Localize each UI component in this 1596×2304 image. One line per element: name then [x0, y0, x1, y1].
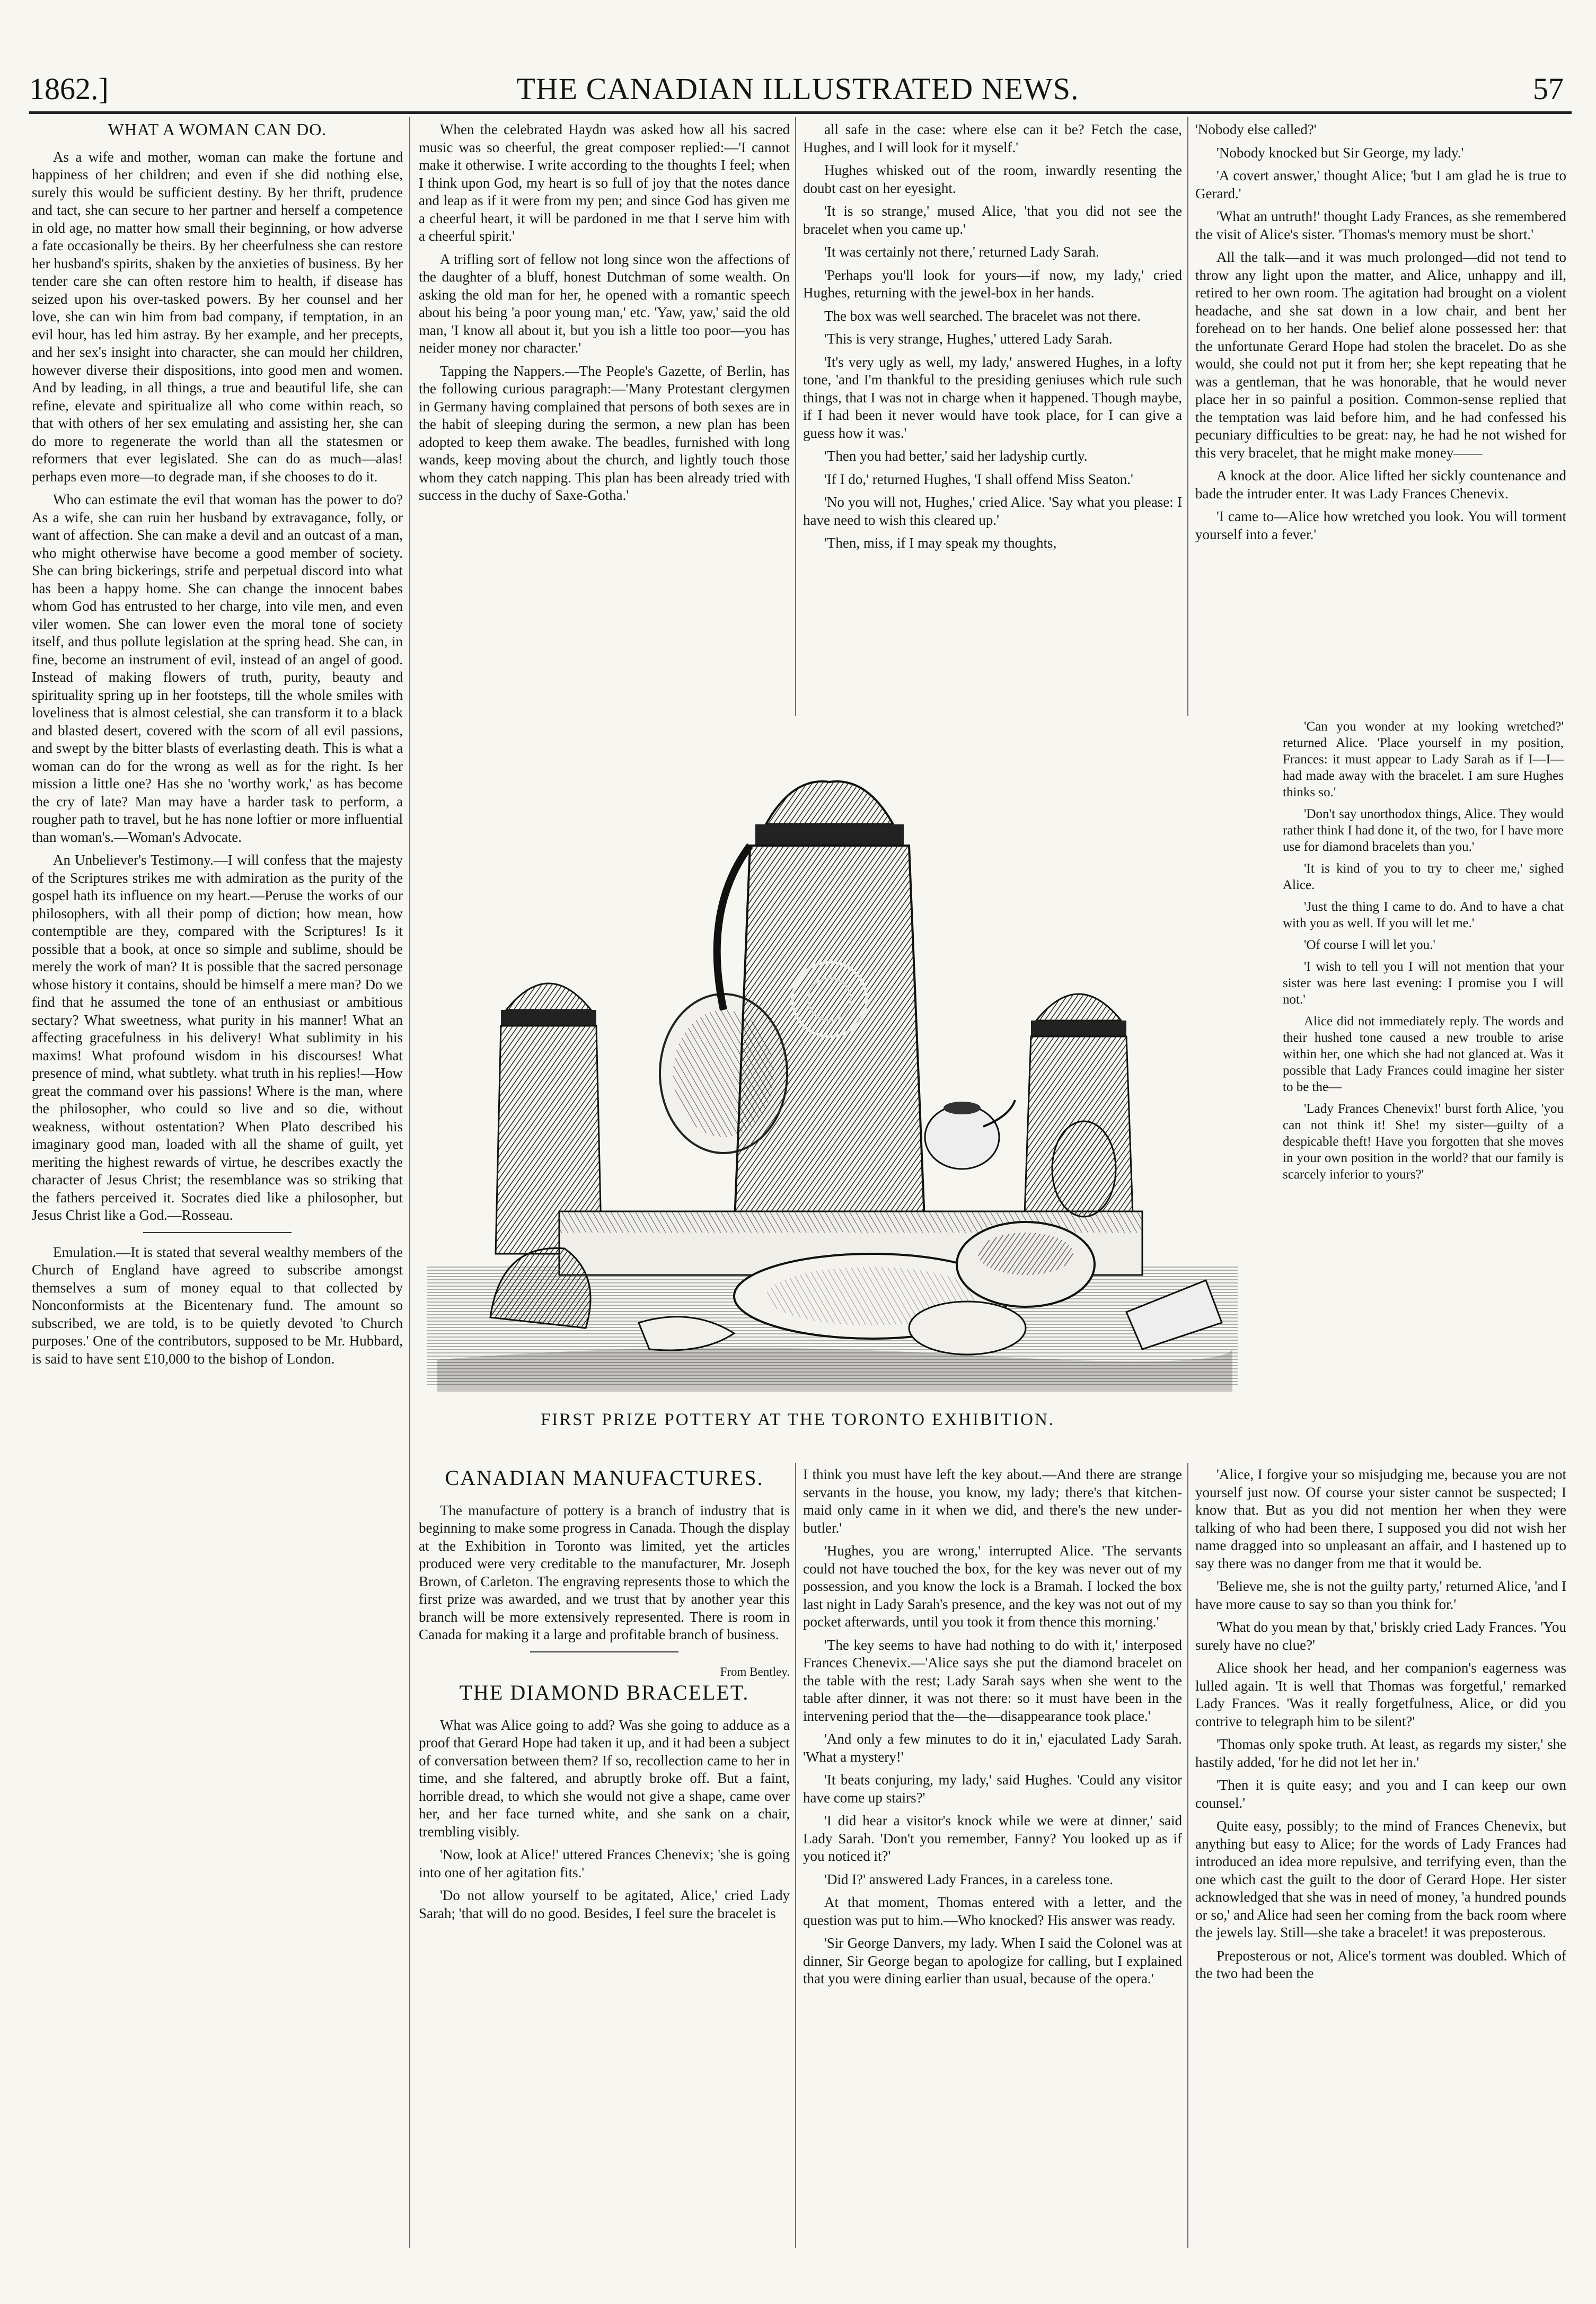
paragraph: 'Nobody else called?' [1195, 121, 1317, 137]
paragraph: 'Then it is quite easy; and you and I can keep our own counsel.' [1195, 1777, 1566, 1811]
paragraph: 'Don't say unorthodox things, Alice. They would rather think I had done it, of the two, for I have more use for diamond bracelets than you.' [1283, 807, 1564, 854]
column-divider [409, 117, 410, 2248]
paragraph: 'Did I?' answered Lady Frances, in a careless tone. [824, 1871, 1114, 1887]
paragraph: When the celebrated Haydn was asked how all his sacred music was so cheerful, the great composer replied:—'I cannot make it otherwise. I write according to the thoughts I feel; when I think upon God, my heart is so full of joy that the notes dance and leap as if it were from my pen; and since God has given me a cheerful heart, it will be pardoned in me that I serve him with a cheerful spirit.' [419, 121, 790, 244]
paragraph: 'Nobody knocked but Sir George, my lady.' [1216, 144, 1464, 161]
paragraph: 'It's very ugly as well, my lady,' answered Hughes, in a lofty tone, 'and I'm thankful to the presiding geniuses which rule such things, that I was not in charge when it happened. Though maybe, if I had been it never would have took place, for I can give a guess how it was.' [803, 354, 1182, 441]
paragraph: As a wife and mother, woman can make the fortune and happiness of her children; and even if she did nothing else, surely this would be sufficient destiny. By her thrift, prudence and tact, she can secure to her partner and herself a competence in old age, no matter how small their beginning, or how adverse a fate occasionally be theirs. By her cheerfulness she can restore her husband's spirits, shaken by the anxieties of business. By her tender care she can often restore him to health, if disease has seized upon his over-tasked powers. By her counsel and her love, she can win him from bad company, if temptation, in an evil hour, has led him astray. By her example, and her precepts, and her sex's insight into character, she can mould her children, however diverse their dispositions, into good men and women. And by leading, in all things, a true and beautiful life, she can refine, elevate and spiritualize all who come within reach, so that with others of her sex emulating and assisting her, she can do more to regenerate the world than all the statesmen or reformers that ever legislated. She can do as much—alas! perhaps even more—to degrade man, if she chooses to do it. [32, 148, 403, 485]
paragraph: 'No you will not, Hughes,' cried Alice. 'Say what you please: I have need to wish this cleared up.' [803, 494, 1182, 528]
paragraph: 'Hughes, you are wrong,' interrupted Alice. 'The servants could not have touched the box, for the key was never out of my possession, and you know the lock is a Bramah. I locked the box last night in Lady Sarah's presence, and the key was not out of my pocket afterwards, until you took it from thence this morning.' [803, 1543, 1182, 1630]
header-year: 1862.] [29, 72, 109, 106]
paragraph: A trifling sort of fellow not long since won the affections of the daughter of a bluff, honest Dutchman of some wealth. On asking the old man for her, he opened with a romantic speech about his being 'a poor young man,' etc. 'Yaw, yaw,' said the old man, 'I know all about it, but you ish a little too poor—you has neider money nor character.' [419, 251, 790, 356]
paragraph: Alice did not immediately reply. The words and their hushed tone caused a new trouble to arise within her, one which she had not glanced at. Was it possible that Lady Frances could imagine her sister to be the— [1283, 1014, 1564, 1094]
paragraph: 'It is so strange,' mused Alice, 'that you did not see the bracelet when you came up.' [803, 203, 1182, 237]
header-rule [29, 111, 1572, 114]
paragraph: 'Of course I will let you.' [1304, 938, 1435, 952]
article-title: CANADIAN MANUFACTURES. [445, 1466, 764, 1490]
column-4-bottom [1195, 1466, 1566, 2245]
paragraph: Hughes whisked out of the room, inwardly resenting the doubt cast on her eyesight. [803, 162, 1182, 196]
paragraph: 'It is kind of you to try to cheer me,' sighed Alice. [1283, 861, 1564, 892]
paragraph: I think you must have left the key about.—And there are strange servants in the house, you know, my lady; there's that kitchen-maid only came in it when we did, and there's the new under-butler.' [803, 1466, 1182, 1536]
paragraph: 'Believe me, she is not the guilty party,' returned Alice, 'and I have more cause to say so than you think for.' [1195, 1578, 1566, 1612]
paragraph: What was Alice going to add? Was she going to adduce as a proof that Gerard Hope had taken it up, and it had been a subject of conversation between them? If so, recollection came to her in time, and she faltered, and abruptly broke off. But a faint, horrible dread, to which she would not give a shape, came over her, and her face turned white, and she sank on a chair, trembling visibly. [419, 1717, 790, 1840]
paragraph: 'Do not allow yourself to be agitated, Alice,' cried Lady Sarah; 'that will do no good. Besides, I feel sure the bracelet is [419, 1887, 790, 1921]
paragraph: 'I came to—Alice how wretched you look. You will torment yourself into a fever.' [1195, 508, 1566, 542]
paragraph: 'This is very strange, Hughes,' uttered Lady Sarah. [824, 331, 1113, 347]
column-3-top [803, 121, 1182, 715]
story-title: THE DIAMOND BRACELET. [459, 1681, 749, 1704]
paragraph: all safe in the case: where else can it be? Fetch the case, Hughes, and I will look for it myself.' [803, 121, 1182, 155]
column-divider [1187, 1463, 1188, 2248]
paragraph: 'Can you wonder at my looking wretched?' returned Alice. 'Place yourself in my position, Frances: it must appear to Lady Sarah as if I—I—had made away with the bracelet. I am sure Hughes thinks so.' [1283, 719, 1564, 799]
paragraph: An Unbeliever's Testimony.—I will confess that the majesty of the Scriptures strikes me with admiration as the purity of the gospel hath its influence on my heart.—Peruse the works of our philosophers, with all their pomp of diction; how mean, how contemptible are they, compared with the Scriptures! Is it possible that a book, at once so simple and sublime, should be merely the work of man? It is possible that the sacred personage whose history it contains, should be himself a mere man? Do we find that he assumed the tone of an enthusiast or ambitious sectary? What sweetness, what purity in his manner! What an affecting gracefulness in his delivery! What sublimity in his maxims! What profound wisdom in his discourses! What presence of mind, what subtlety. what truth in his replies!—How great the command over his passions! Where is the man, where the philosopher, who could so live and so die, without weakness, without ostentation? When Plato described his imaginary good man, loaded with all the shame of guilt, yet meriting the highest rewards of virtue, he describes exactly the character of Jesus Christ; the resemblance was so striking that the fathers perceived it. Socrates died like a philosopher, but Jesus Christ like a God.—Rosseau. [32, 852, 403, 1223]
column-1 [32, 121, 403, 2252]
paragraph: 'It beats conjuring, my lady,' said Hughes. 'Could any visitor have come up stairs?' [803, 1772, 1182, 1806]
column-3-bottom [803, 1466, 1182, 2245]
paragraph: 'I wish to tell you I will not mention that your sister was here last evening: I promise you I will not.' [1283, 960, 1564, 1007]
paragraph: 'Thomas only spoke truth. At least, as regards my sister,' she hastily added, 'for he did not let her in.' [1195, 1736, 1566, 1770]
story-source: From Bentley. [720, 1665, 790, 1678]
paragraph: Quite easy, possibly; to the mind of Frances Chenevix, but anything but easy to Alice; for the words of Lady Frances had introduced an idea more repulsive, and terrifying even, than the one which cast the guilt to the door of Gerard Hope. Her sister acknowledged that she was in need of money, 'a hundred pounds or so,' and Alice had seen her coming from the back room where the jewels lay. Still—she take a bracelet! it was preposterous. [1195, 1818, 1566, 1940]
engraving-caption: FIRST PRIZE POTTERY AT THE TORONTO EXHIBITION. [540, 1410, 1055, 1429]
paragraph: The manufacture of pottery is a branch of industry that is beginning to make some progress in Canada. Though the display at the Exhibition in Toronto was limited, yet the articles produced were very creditable to the manufacturer, Mr. Joseph Brown, of Carleton. The engraving represents those to which the first prize was awarded, and we trust that by another year this branch will be more extensively represented. There is room in Canada for making it a large and profitable branch of business. [419, 1502, 790, 1642]
paragraph: 'And only a few minutes to do it in,' ejaculated Lady Sarah. 'What a mystery!' [803, 1731, 1182, 1765]
paragraph: 'Perhaps you'll look for yours—if now, my lady,' cried Hughes, returning with the jewel-box in her hands. [803, 267, 1182, 301]
header-title: THE CANADIAN ILLUSTRATED NEWS. [516, 72, 1079, 106]
paragraph: Tapping the Nappers.—The People's Gazette, of Berlin, has the following curious paragraph:—'Many Protestant clergymen in Germany having complained that persons of both sexes are in the habit of sleeping during the sermon, a new plan has been adopted to keep them awake. The beadles, furnished with long wands, keep moving about the church, and lightly touch those whom they catch napping. This plan has been already tried with success in the duchy of Saxe-Gotha.' [419, 363, 790, 503]
paragraph: 'Then, miss, if I may speak my thoughts, [824, 535, 1057, 551]
column-divider [795, 117, 796, 716]
paragraph: 'What an untruth!' thought Lady Frances, as she remembered the visit of Alice's sister. 'Thomas's memory must be short.' [1195, 208, 1566, 242]
paragraph: 'Lady Frances Chenevix!' burst forth Alice, 'you can not think it! She! my sister—guilty of a despicable theft! Have you forgotten that she moves in your own position in the world? that our family is scarcely inferior to yours?' [1283, 1102, 1564, 1182]
column-2-top [419, 121, 790, 715]
paragraph: 'Alice, I forgive your so misjudging me, because you are not yourself just now. Of course your sister cannot be suspected; I know that. But as you did not mention her when they were talking of who had been there, I supposed you did not wish her name dragged into so unpleasant an affair, and I hastened up to say there was no danger from me that it would be. [1195, 1466, 1566, 1571]
paragraph: 'I did hear a visitor's knock while we were at dinner,' said Lady Sarah. 'Don't you remember, Fanny? You looked up as if you noticed it?' [803, 1813, 1182, 1864]
paragraph: 'A covert answer,' thought Alice; 'but I am glad he is true to Gerard.' [1195, 168, 1566, 201]
paragraph: 'It was certainly not there,' returned Lady Sarah. [824, 244, 1099, 260]
paragraph: Preposterous or not, Alice's torment was doubled. Which of the two had been the [1195, 1947, 1566, 1981]
column-divider [795, 1463, 796, 2248]
column-4-wrap [1283, 718, 1564, 1455]
paragraph: At that moment, Thomas entered with a letter, and the question was put to him.—Who knocked? His answer was ready. [803, 1894, 1182, 1928]
paragraph: 'The key seems to have had nothing to do with it,' interposed Frances Chenevix.—'Alice says she put the diamond bracelet on the table with the rest; Lady Sarah says when she went to the table after dinner, it was not there: so it must have been in the intervening period that the—the—disappearance took place.' [803, 1637, 1182, 1724]
paragraph: A knock at the door. Alice lifted her sickly countenance and bade the intruder enter. It was Lady Frances Chenevix. [1195, 468, 1566, 502]
paragraph: 'Then you had better,' said her ladyship curtly. [824, 448, 1088, 464]
separator [530, 1651, 678, 1652]
header-page-number: 57 [1533, 72, 1564, 106]
paragraph: Alice shook her head, and her companion's eagerness was lulled again. 'It is well that Thomas was forgetful,' remarked Lady Frances. 'Was it really forgetfulness, Alice, or did you contrive to telegraph him to be silent?' [1195, 1660, 1566, 1729]
paragraph: 'Sir George Danvers, my lady. When I said the Colonel was at dinner, Sir George began to apologize for calling, but I explained that you were dining earlier than usual, because of the opera.' [803, 1935, 1182, 1986]
paragraph: 'If I do,' returned Hughes, 'I shall offend Miss Seaton.' [824, 471, 1133, 487]
paragraph: 'What do you mean by that,' briskly cried Lady Frances. 'You surely have no clue?' [1195, 1619, 1566, 1653]
pottery-engraving [427, 734, 1238, 1423]
paragraph: All the talk—and it was much prolonged—did not tend to throw any light upon the matter, and Alice, unhappy and ill, retired to her own room. The agitation had brought on a violent headache, and she sat down in a low chair, and bent her forehead on to her hands. One belief alone possessed her: that the unfortunate Gerard Hope had stolen the bracelet. Do as she would, she could not put it from her; she kept repeating that he was a gentleman, that he was honorable, that he would never place her in so painful a position. Common-sense replied that the temptation was laid before him, and he had confessed his pecuniary difficulties to be great: nay, he had he not wished for this very bracelet, that he might make money—— [1195, 249, 1566, 461]
column-2-bottom [419, 1466, 790, 2245]
separator [143, 1232, 292, 1233]
paragraph: 'Just the thing I came to do. And to have a chat with you as well. If you will let me.' [1283, 900, 1564, 930]
column-divider [1187, 117, 1188, 716]
paragraph: Who can estimate the evil that woman has the power to do? As a wife, she can ruin her husband by extravagance, folly, or want of affection. She can make a devil and an outcast of a man, who might otherwise have become a good member of society. She can bring bickerings, strife and perpetual discord into what has been a happy home. She can change the innocent babes whom God has entrusted to her charge, into vile men, and even viler women. She can lower even the moral tone of society itself, and thus pollute legislation at the spring head. She can, in fine, become an instrument of evil, instead of an angel of good. Instead of making flowers of truth, purity, beauty and spirituality spring up in her footsteps, till the whole smiles with loveliness that is almost celestial, she can transform it to a black and blasted desert, covered with the scorn of all evil passions, and swept by the bitter blasts of everlasting death. This is what a woman can do for the wrong as well as for the right. Is her mission a little one? Has she no 'worthy work,' as has become the cry of late? Man may have a harder task to perform, a rougher path to travel, but he has none loftier or more influential than woman's.—Woman's Advocate. [32, 491, 403, 845]
paragraph: 'Now, look at Alice!' uttered Frances Chenevix; 'she is going into one of her agitation fits.' [419, 1846, 790, 1880]
article-title: WHAT A WOMAN CAN DO. [108, 121, 327, 139]
column-4-top [1195, 121, 1566, 717]
paragraph: Emulation.—It is stated that several wealthy members of the Church of England have agreed to subscribe amongst themselves a sum of money equal to that collected by Nonconformists at the Bicentenary fund. The amount so subscribed, we are told, is to be quietly devoted 'to Church purposes.' One of the contributors, supposed to be Mr. Hubbard, is said to have sent £10,000 to the bishop of London. [32, 1244, 403, 1367]
paragraph: The box was well searched. The bracelet was not there. [824, 307, 1141, 324]
